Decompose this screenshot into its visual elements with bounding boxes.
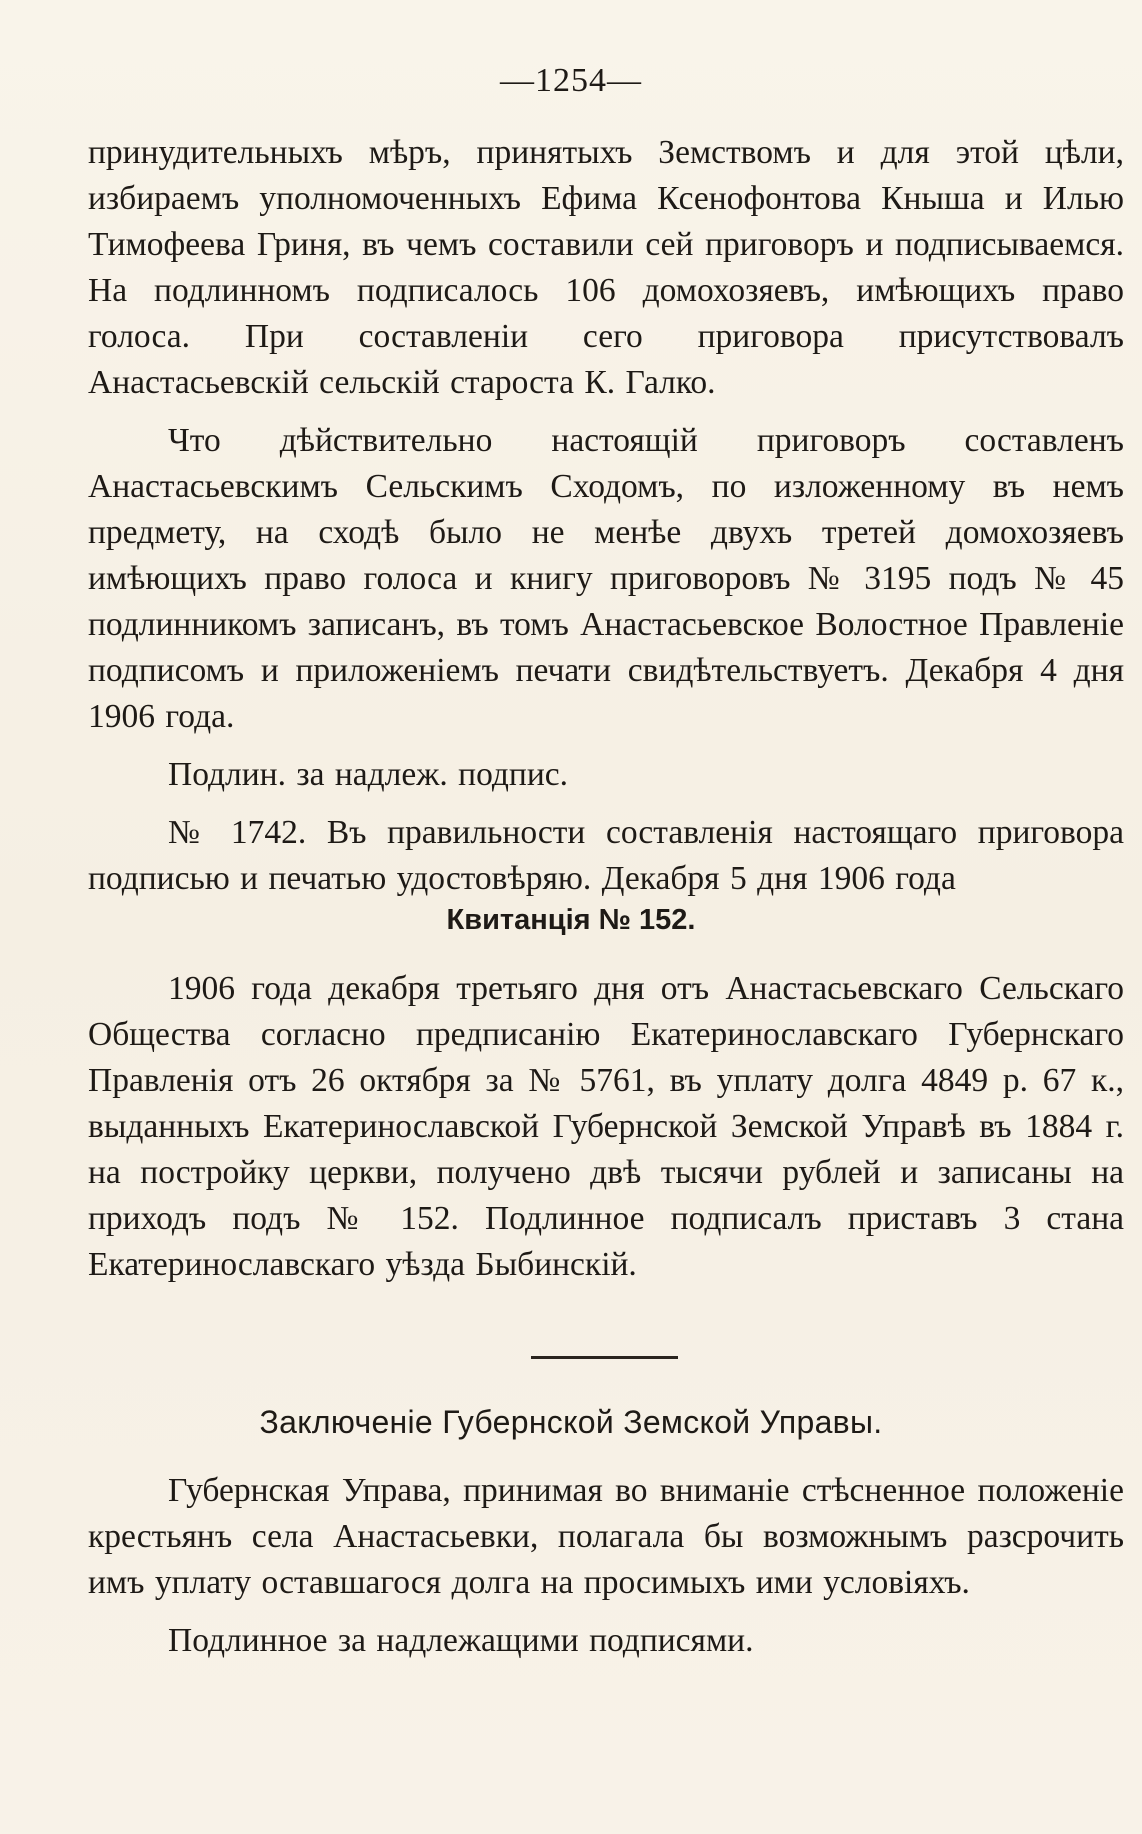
page-number: —1254— xyxy=(500,62,642,99)
conclusion-heading: Заключеніе Губернской Земской Управы. xyxy=(259,1404,883,1440)
conclusion-text-block xyxy=(88,1468,1124,1664)
paragraph-verification: № 1742. Въ правильности составленія настоящаго приговора подписью и печатью удостовѣряю. Декабря 5 дня 1906 года xyxy=(88,814,1124,897)
paragraph-original-signatures: Подлин. за надлеж. подпис. xyxy=(168,756,569,793)
paragraph-certification: Что дѣйствительно настоящій приговоръ составленъ Анастасьевскимъ Сельскимъ Сходомъ, по изложенному въ немъ предмету, на сходѣ было не менѣе двухъ третей домохозяевъ имѣющихъ право голоса и книгу приговоровъ № 3195 подъ № 45 подлинникомъ записанъ, въ томъ Анастасьевское Волостное Правленіе подписомъ и приложеніемъ печати свидѣтельствуетъ. Декабря 4 дня 1906 года. xyxy=(88,422,1124,735)
resolution-text-block xyxy=(88,130,1124,902)
paragraph-conclusion: Губернская Управа, принимая во вниманіе стѣсненное положеніе крестьянъ села Анастасьевки, полагала бы возможнымъ разсрочить имъ уплату оставшагося долга на просимыхъ ими условіяхъ. xyxy=(88,1472,1124,1601)
section-divider xyxy=(531,1356,678,1359)
paragraph-resolution-end: принудительныхъ мѣръ, принятыхъ Земствомъ и для этой цѣли, избираемъ уполномоченныхъ Ефима Ксенофонтова Кныша и Илью Тимофеева Гриня, въ чемъ составили сей приговоръ и подписываемся. На подлинномъ подписалось 106 домохозяевъ, имѣющихъ право голоса. При составленіи сего приговора присутствовалъ Анастасьевскій сельскій староста К. Галко. xyxy=(88,134,1124,401)
paragraph-conclusion-signatures: Подлинное за надлежащими подписями. xyxy=(168,1622,754,1659)
receipt-text-block xyxy=(88,966,1124,1288)
receipt-heading: Квитанція № 152. xyxy=(446,904,696,936)
paragraph-receipt: 1906 года декабря третьяго дня отъ Анастасьевскаго Сельскаго Общества согласно предписанію Екатеринославскаго Губернскаго Правленія отъ 26 октября за № 5761, въ уплату долга 4849 р. 67 к., выданныхъ Екатеринославской Губернской Земской Управѣ въ 1884 г. на постройку церкви, получено двѣ тысячи рублей и записаны на приходъ подъ № 152. Подлинное подписалъ приставъ 3 стана Екатеринославскаго уѣзда Быбинскій. xyxy=(88,970,1124,1283)
